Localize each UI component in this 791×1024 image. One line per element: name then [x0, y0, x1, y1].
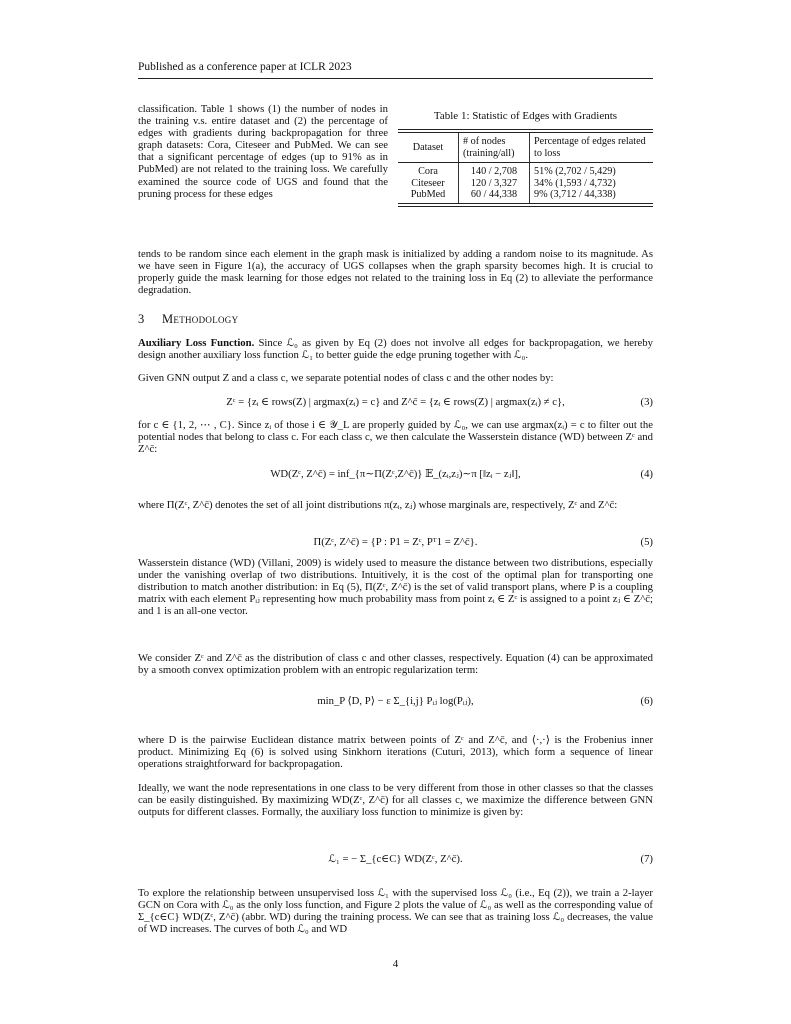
table-bottom-rule	[398, 203, 653, 207]
table-cell: PubMed	[398, 189, 459, 203]
paragraph-heading: Auxiliary Loss Function.	[138, 337, 255, 349]
equation-number: (7)	[640, 853, 653, 865]
equation-number: (3)	[640, 396, 653, 408]
table-header: Dataset	[398, 133, 459, 162]
paragraph-wasserstein: Wasserstein distance (WD) (Villani, 2009) is widely used to measure the distance between two distributions, especially under the vanishing overlap of two distributions. Intuitively, it is the cost of the optimal plan for transporting one distribution to match another distribution: in Eq (5), Π(Zᶜ, Z^c̄) is the set of valid transport plans, where P is a coupling matrix with each element Pᵢⱼ representing how much probability mass from point zᵢ ∈ Zᶜ is assigned to a point zⱼ ∈ Z^c̄; and 1 is an all-one vector.	[138, 557, 653, 618]
table-cell: 60 / 44,338	[459, 189, 530, 203]
paragraph-intro-continued: tends to be random since each element in the graph mask is initialized by adding a random noise to its magnitude. As we have seen in Figure 1(a), the accuracy of UGS collapses when the graph sparsity becomes high. It is crucial to properly guide the mask learning for those edges not related to the training loss in Eq (2) to alleviate the performance degradation.	[138, 248, 653, 297]
paragraph-intro: classification. Table 1 shows (1) the number of nodes in the training v.s. entire dataset and (2) the percentage of edges with gradients during backpropagation for three graph datasets: Cora, Citeseer and PubMed. We can see that a significant percentage of edges (up to 91% as in PubMed) are not related to the training loss. We carefully examined the source code of UGS and found that the pruning process for these edges	[138, 103, 388, 200]
equation-4	[138, 466, 653, 482]
header-rule	[138, 78, 653, 79]
equation-body: WD(Zᶜ, Z^c̄) = inf_{π∼Π(Zᶜ,Z^c̄)} 𝔼_(zᵢ,zⱼ)∼π [‖zᵢ − zⱼ‖],	[270, 468, 521, 480]
table-cell: Cora	[398, 163, 459, 178]
table-cell: 9% (3,712 / 44,338)	[534, 189, 616, 200]
equation-5	[138, 534, 653, 550]
table-row	[398, 178, 653, 190]
table-grid	[398, 133, 653, 203]
paragraph-explore: To explore the relationship between unsupervised loss ℒ₁ with the supervised loss ℒ₀ (i.e., Eq (2)), we train a 2-layer GCN on Cora with ℒ₀ as the only loss function, and Figure 2 plots the value of ℒ₀ as well as the corresponding value of Σ_{c∈C} WD(Zᶜ, Z^c̄) (abbr. WD) during the training process. We can see that as training loss ℒ₀ decreases, the value of WD increases. The curves of both ℒ₀ and WD	[138, 887, 653, 936]
table-cell: 34% (1,593 / 4,732)	[534, 177, 616, 189]
equation-body: Π(Zᶜ, Z^c̄) = {P : P1 = Zᶜ, Pᵀ1 = Z^c̄}.	[313, 536, 478, 548]
table-cell: Citeseer	[398, 178, 459, 190]
table-caption: Table 1: Statistic of Edges with Gradients	[433, 110, 618, 122]
table-header: # of nodes (training/all)	[459, 133, 530, 162]
section-heading	[138, 312, 238, 327]
equation-number: (6)	[640, 695, 653, 707]
equation-6	[138, 693, 653, 709]
equation-3	[138, 394, 653, 410]
table-cell: 120 / 3,327	[459, 178, 530, 190]
paragraph-where-pi: where Π(Zᶜ, Z^c̄) denotes the set of all joint distributions π(zᵢ, zⱼ) whose marginals are, respectively, Zᶜ and Z^c̄:	[138, 499, 618, 511]
paragraph-consider: We consider Zᶜ and Z^c̄ as the distribution of class c and other classes, respectively. Equation (4) can be approximated by a smooth convex optimization problem with an entropic regularization term:	[138, 652, 653, 677]
table-row	[398, 163, 653, 178]
table-cell: 140 / 2,708	[459, 163, 530, 178]
table-row	[398, 189, 653, 203]
page-number: 4	[392, 958, 399, 970]
equation-body: Zᶜ = {zᵢ ∈ rows(Z) | argmax(zᵢ) = c} and Z^c̄ = {zᵢ ∈ rows(Z) | argmax(zᵢ) ≠ c},	[226, 396, 565, 408]
paragraph-given: Given GNN output Z and a class c, we separate potential nodes of class c and the other nodes by:	[138, 372, 554, 384]
paragraph-auxiliary	[138, 337, 653, 361]
equation-number: (4)	[640, 468, 653, 480]
table-cell: 51% (2,702 / 5,429)	[534, 166, 616, 177]
equation-body: ℒ₁ = − Σ_{c∈C} WD(Zᶜ, Z^c̄).	[328, 853, 463, 865]
equation-7	[138, 851, 653, 867]
equation-body: min_P ⟨D, P⟩ − ε Σ_{i,j} Pᵢⱼ log(Pᵢⱼ),	[317, 695, 474, 707]
table-header: Percentage of edges related to loss	[534, 136, 646, 159]
paragraph-where-d: where D is the pairwise Euclidean distance matrix between points of Zᶜ and Z^c̄, and ⟨·,·⟩ is the Frobenius inner product. Minimizing Eq (6) is solved using Sinkhorn iterations (Cuturi, 2013), which form a sequence of linear operations straightforward for backpropagation.	[138, 734, 653, 771]
paragraph-for-c: for c ∈ {1, 2, ⋯ , C}. Since zᵢ of those i ∈ 𝒴_L are properly guided by ℒ₀, we can use argmax(zᵢ) = c to filter out the potential nodes that belong to class c. For each class c, we then calculate the Wasserstein distance (WD) between Zᶜ and Z^c̄:	[138, 419, 653, 456]
running-header: Published as a conference paper at ICLR 2023	[138, 61, 352, 73]
paragraph-ideally: Ideally, we want the node representations in one class to be very different from those in other classes so that the classes can be easily distinguished. By maximizing WD(Zᶜ, Z^c̄) for all classes c, we maximize the difference between GNN outputs for different classes. Formally, the auxiliary loss function to minimize is given by:	[138, 782, 653, 819]
table-1	[398, 110, 653, 207]
paragraph-text: Since ℒ₀ as given by Eq (2) does not involve all edges for backpropagation, we hereby design another auxiliary loss function ℒ₁ to better guide the edge pruning together with ℒ₀.	[138, 337, 653, 362]
table-header-row	[398, 133, 653, 162]
section-number: 3	[138, 312, 145, 326]
equation-number: (5)	[640, 536, 653, 548]
section-title: Methodology	[162, 312, 239, 326]
